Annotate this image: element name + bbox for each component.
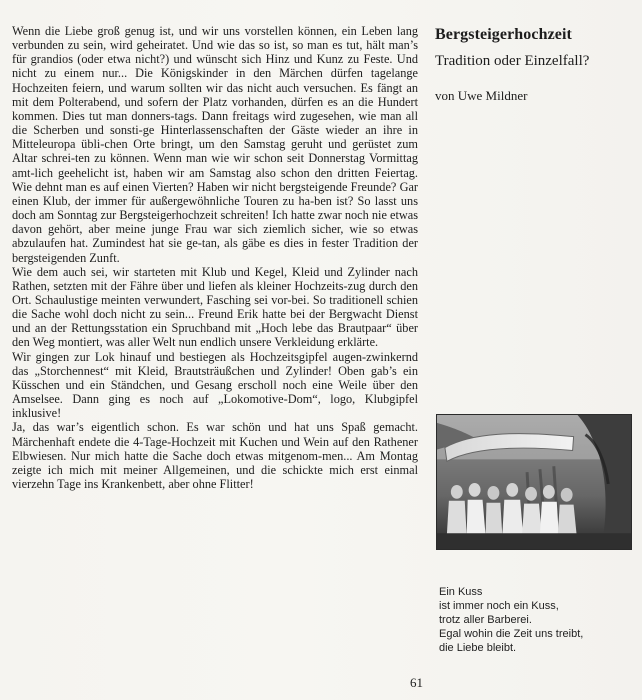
person-body xyxy=(558,505,577,535)
person-head xyxy=(525,487,537,501)
person-body xyxy=(502,500,523,534)
article-title: Bergsteigerhochzeit xyxy=(435,26,572,43)
article-paragraph: Wenn die Liebe groß genug ist, und wir uns vorstellen können, ein Leben lang verbunden zu sein, wird geheiratet. Und wie das so ist, so man es tut, hält man’s für grandios (oder etwa nicht?) und wünscht sich Hinz und Kunz zu Feste. Und nicht zu einem nur... Die Königskinder in den Märchen dürfen tagelange Hochzeiten feiern, und warum sollten wir das nicht auch versuchen. Es fängt an mit dem Polterabend, und sofern der Platz vorhanden, dürfen es an die Hundert kommen. Dies tut man donners-tags. Dann freitags wird zugesehen, wie man all die Scherben und sonsti-ge Hinterlassenschaften der Gäste wieder an ihre in Mitteleuropa übli-chen Orte bringt, um den Samstag geruht und gerüstet zum Altar schrei-ten zu können. Wenn man wie wir schon seit Donnerstag Vormittag amt-lich geehelicht ist, haben wir am Samstag also schon den dritten Feiertag. Wie dehnt man es auf einen Vierten? Haben wir nicht bergsteigende Freunde? Gar einen Klub, der immer für außergewöhnliche Touren zu ha-ben ist? So lasst uns doch am Sonntag zur Bergsteigerhochzeit schreiten! Ich hatte zwar noch nie etwas davon gehört, aber meine junge Frau war sich ziemlich sicher, wie so etwas abzulaufen hat. Zumindest hat sie ge-tan, als gäbe es dies in fester Tradition der bergsteigenden Zunft. xyxy=(12,24,418,265)
article-paragraph: Wie dem auch sei, wir starteten mit Klub und Kegel, Kleid und Zylinder nach Rathen, setzten mit der Fähre über und liefen als kleiner Hochzeits-zug durch den Ort. Schaulustige meinten verwundert, Fasching sei vor-bei. So traditionell schien die Sache wohl doch nicht zu sein... Freund Erik hatte bei der Bergwacht Dienst und an der Rettungsstation ein Spruchband mit „Hoch lebe das Brautpaar“ über den Weg montiert, was aller Welt nun endlich unsere Verkleidung erklärte. xyxy=(12,264,418,350)
person-body xyxy=(467,500,486,534)
poem-caption xyxy=(439,585,629,655)
person-body xyxy=(486,503,503,536)
person-body xyxy=(522,504,542,535)
article-subtitle: Tradition oder Einzelfall? xyxy=(435,53,590,69)
article-byline: von Uwe Mildner xyxy=(435,88,528,103)
poem-line: Ein Kuss xyxy=(439,586,483,598)
person-body xyxy=(540,502,559,535)
photo-image xyxy=(437,415,631,549)
person-head xyxy=(506,483,518,497)
person-head xyxy=(561,488,573,502)
poem-line: Egal wohin die Zeit uns treibt, xyxy=(439,628,584,640)
ground xyxy=(437,533,631,549)
person-head xyxy=(487,486,499,500)
page-number: 61 xyxy=(410,675,423,690)
wedding-group-photo xyxy=(436,414,632,550)
poem-line: die Liebe bleibt. xyxy=(439,642,517,654)
poem-line: ist immer noch ein Kuss, xyxy=(439,600,559,612)
article-paragraph: Ja, das war’s eigentlich schon. Es war schön und hat uns Spaß gemacht. Märchenhaft endete die 4-Tage-Hochzeit mit Kuchen und Wein auf den Rathener Elbwiesen. Nur mich hatte die Sache doch etwas mitgenom-men... Am Montag zeigte ich mich mit meiner Allgemeinen, und die schickte mich erst einmal vierzehn Tage ins Krankenbett, aber ohne Flitter! xyxy=(12,420,418,491)
person-head xyxy=(451,485,463,499)
article-paragraph: Wir gingen zur Lok hinauf und bestiegen als Hochzeitsgipfel augen-zwinkernd das „Storchennest“ mit Kleid, Brautsträußchen und Zylinder! Oben gab’s ein Küsschen und ein Ständchen, und Gesang erscholl noch eine Weile über den Amselsee. Dann ging es noch auf „Lokomotive-Dom“, logo, Klubgipfel inklusive! xyxy=(12,349,418,421)
poem-line: trotz aller Barberei. xyxy=(439,614,532,626)
person-head xyxy=(469,483,481,497)
person-head xyxy=(543,485,555,499)
article-body xyxy=(12,24,418,491)
person-body xyxy=(447,501,467,535)
